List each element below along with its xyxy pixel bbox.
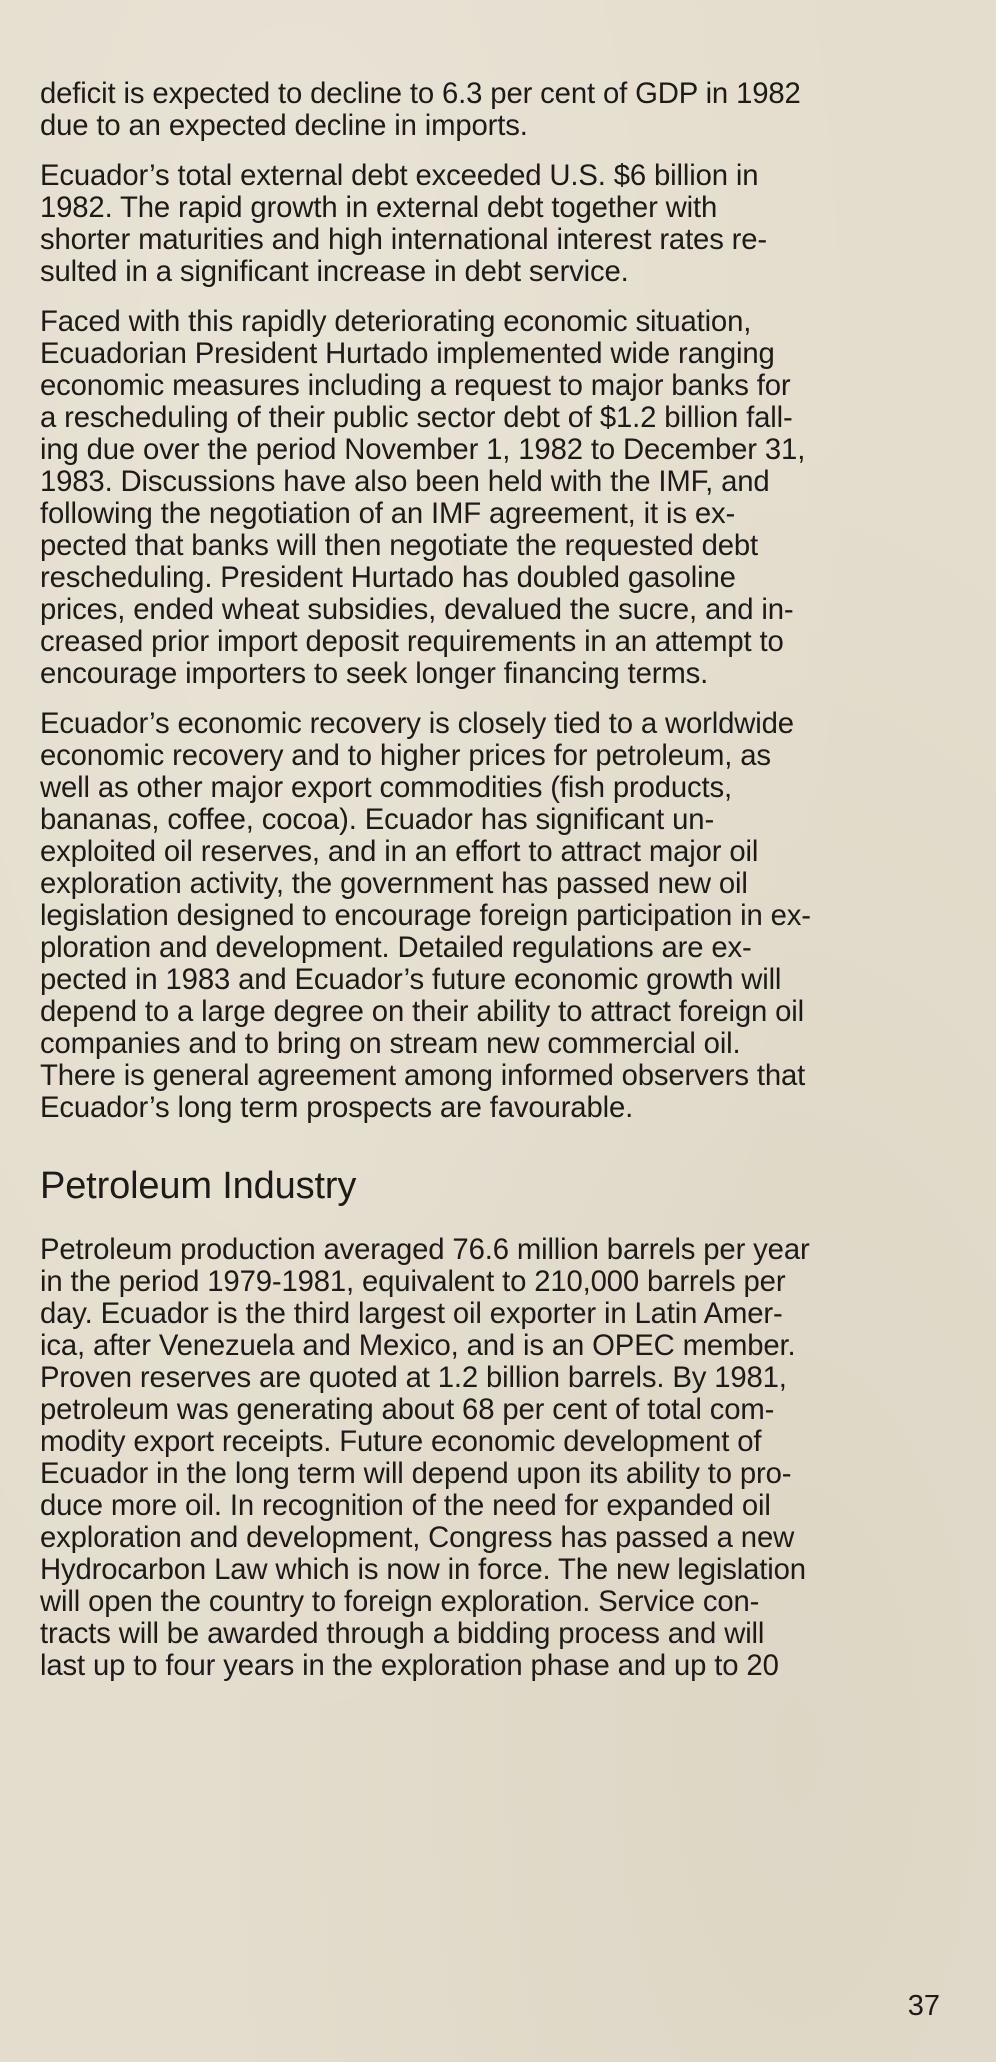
paragraph-petroleum-production: Petroleum production averaged 76.6 million barrels per year in the period 1979-1981, equivalent to 210,000 barrels per day. Ecuador is the third largest oil exporter in Latin Amer- ica, after Venezuela and Mexico, and is an OPEC member. Proven reserves are quoted at 1.2 billion barrels. By 1981, petroleum was generating about 68 per cent of total com- modity export receipts. Future economic development of Ecuador in the long term will depend upon its ability to pro- duce more oil. In recognition of the need for expanded oil exploration and development, Congress has passed a new Hydrocarbon Law which is now in force. The new legislation will open the country to foreign exploration. Service con- tracts will be awarded through a bidding process and will last up to four years in the exploration phase and up to 20 [40,1233,810,1682]
paragraph-external-debt: Ecuador’s total external debt exceeded U.S. $6 billion in 1982. The rapid growth in external debt together with shorter maturities and high international interest rates re- sulted in a significant increase in debt service. [40,159,768,288]
section-heading-petroleum: Petroleum Industry [40,1165,357,1207]
page-number: 37 [907,1990,940,2022]
paragraph-economic-measures: Faced with this rapidly deteriorating economic situation, Ecuadorian President Hurtado implemented wide ranging economic measures including a request to major banks for a rescheduling of their public sector debt of $1.2 billion fall- ing due over the period November 1, 1982 to December 31, 1983. Discussions have also been held with the IMF, and following the negotiation of an IMF agreement, it is ex- pected that banks will then negotiate the requested debt rescheduling. President Hurtado has doubled gasoline prices, ended wheat subsidies, devalued the sucre, and in- creased prior import deposit requirements in an attempt to encourage importers to seek longer financing terms. [40,305,806,690]
paragraph-deficit: deficit is expected to decline to 6.3 per cent of GDP in 1982 due to an expected decline in imports. [40,77,801,142]
body-text [40,78,960,1700]
paragraph-economic-recovery: Ecuador’s economic recovery is closely tied to a worldwide economic recovery and to higher prices for petroleum, as well as other major export commodities (fish products, bananas, coffee, cocoa). Ecuador has significant un- exploited oil reserves, and in an effort to attract major oil exploration activity, the government has passed new oil legislation designed to encourage foreign participation in ex- ploration and development. Detailed regulations are ex- pected in 1983 and Ecuador’s future economic growth will depend to a large degree on their ability to attract foreign oil companies and to bring on stream new commercial oil. There is general agreement among informed observers that Ecuador’s long term prospects are favourable. [40,707,811,1124]
